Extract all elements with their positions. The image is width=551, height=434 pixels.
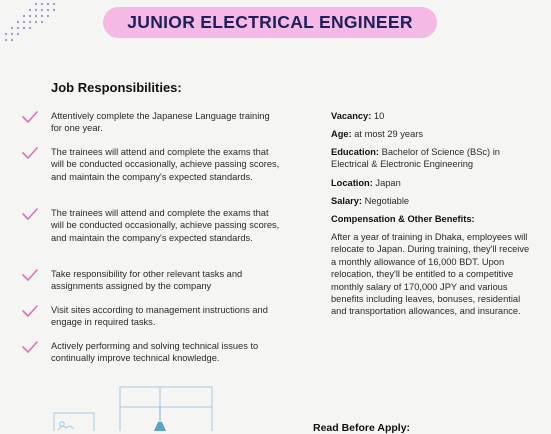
education-value: Bachelor of Science (BSc) in Electrical & Electronic Engineering <box>331 147 500 170</box>
age-row <box>331 128 531 140</box>
checkmark-icon <box>22 207 38 221</box>
responsibility-text: Visit sites according to management instructions and engage in required tasks. <box>51 305 268 328</box>
vacancy-row <box>331 110 531 122</box>
salary-label: Salary: <box>331 196 363 206</box>
benefits-heading: Compensation & Other Benefits: <box>331 214 475 224</box>
read-before-apply-heading: Read Before Apply: <box>313 422 411 434</box>
vacancy-value: 10 <box>371 111 385 121</box>
age-value: at most 29 years <box>351 129 423 139</box>
checkmark-icon <box>22 304 38 318</box>
page-title: JUNIOR ELECTRICAL ENGINEER <box>127 12 413 32</box>
responsibility-text: The trainees will attend and complete the exams that will be conducted occasionally, achieve passing scores, and maintain the company's expected standards. <box>51 147 280 182</box>
responsibility-text: Attentively complete the Japanese Language training for one year. <box>51 111 270 134</box>
checkmark-icon <box>22 146 38 160</box>
responsibility-text: Actively performing and solving technical issues to continually improve technical knowledge. <box>51 341 259 364</box>
checkmark-icon <box>22 268 38 282</box>
checkmark-icon <box>22 110 38 124</box>
responsibility-text: Take responsibility for other relevant tasks and assignments assigned by the company <box>51 269 243 292</box>
salary-row <box>331 195 531 207</box>
location-row <box>331 177 531 189</box>
responsibility-text: The trainees will attend and complete the exams that will be conducted occasionally, achieve passing scores, and maintain the company's expected standards. <box>51 208 280 243</box>
location-label: Location: <box>331 178 373 188</box>
title-banner <box>103 7 437 38</box>
vacancy-label: Vacancy: <box>331 111 372 121</box>
location-value: Japan <box>372 178 401 188</box>
education-label: Education: <box>331 147 380 157</box>
education-row <box>331 146 531 171</box>
checkmark-icon <box>22 340 38 354</box>
benefits-text: After a year of training in Dhaka, employees will relocate to Japan. During training, they'll receive a monthly allowance of 16,000 BDT. Upon relocation, they'll be entitled to a competitive monthly salary of 170,000 JPY and various benefits including leaves, bonuses, residential and transportation allowances, and insurance. <box>331 232 530 317</box>
salary-value: Negotiable <box>362 196 410 206</box>
illustration <box>0 380 240 431</box>
responsibilities-heading: Job Responsibilities: <box>51 80 182 95</box>
dot-pattern-decoration <box>0 0 80 60</box>
age-label: Age: <box>331 129 352 139</box>
